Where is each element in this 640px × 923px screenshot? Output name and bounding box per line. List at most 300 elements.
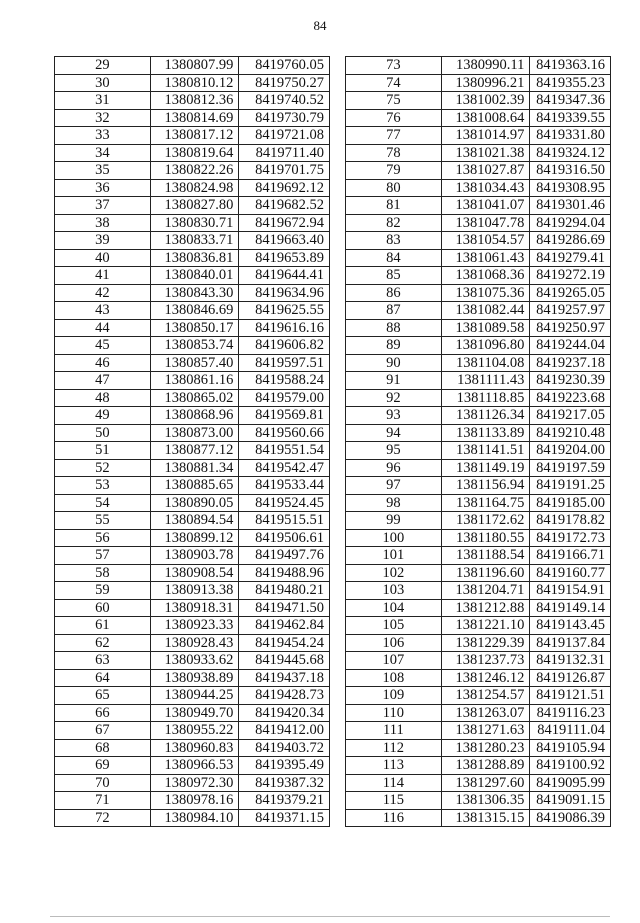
table-row xyxy=(346,284,611,302)
table-row xyxy=(346,144,611,162)
x-coordinate-cell: 1381212.88 xyxy=(441,599,530,617)
point-number-cell: 62 xyxy=(55,634,151,652)
point-number-cell: 116 xyxy=(346,809,442,827)
table-row xyxy=(55,249,330,267)
y-coordinate-cell: 8419210.48 xyxy=(530,424,611,442)
x-coordinate-cell: 1380877.12 xyxy=(150,442,239,460)
point-number-cell: 111 xyxy=(346,722,442,740)
x-coordinate-cell: 1380812.36 xyxy=(150,92,239,110)
y-coordinate-cell: 8419445.68 xyxy=(239,652,330,670)
table-row xyxy=(55,634,330,652)
table-row xyxy=(346,249,611,267)
table-row xyxy=(55,582,330,600)
y-coordinate-cell: 8419286.69 xyxy=(530,232,611,250)
y-coordinate-cell: 8419653.89 xyxy=(239,249,330,267)
y-coordinate-cell: 8419682.52 xyxy=(239,197,330,215)
x-coordinate-cell: 1381111.43 xyxy=(441,372,530,390)
table-row xyxy=(346,92,611,110)
point-number-cell: 33 xyxy=(55,127,151,145)
point-number-cell: 63 xyxy=(55,652,151,670)
table-row xyxy=(346,722,611,740)
x-coordinate-cell: 1380996.21 xyxy=(441,74,530,92)
table-row xyxy=(55,459,330,477)
x-coordinate-cell: 1381133.89 xyxy=(441,424,530,442)
point-number-cell: 81 xyxy=(346,197,442,215)
table-row xyxy=(55,232,330,250)
table-row xyxy=(346,774,611,792)
y-coordinate-cell: 8419324.12 xyxy=(530,144,611,162)
point-number-cell: 54 xyxy=(55,494,151,512)
table-row xyxy=(55,284,330,302)
table-row xyxy=(346,634,611,652)
y-coordinate-cell: 8419454.24 xyxy=(239,634,330,652)
point-number-cell: 35 xyxy=(55,162,151,180)
table-row xyxy=(346,617,611,635)
point-number-cell: 77 xyxy=(346,127,442,145)
table-row xyxy=(346,809,611,827)
x-coordinate-cell: 1381271.63 xyxy=(441,722,530,740)
x-coordinate-cell: 1381034.43 xyxy=(441,179,530,197)
point-number-cell: 48 xyxy=(55,389,151,407)
point-number-cell: 60 xyxy=(55,599,151,617)
y-coordinate-cell: 8419185.00 xyxy=(530,494,611,512)
point-number-cell: 76 xyxy=(346,109,442,127)
y-coordinate-cell: 8419204.00 xyxy=(530,442,611,460)
table-row xyxy=(55,57,330,75)
point-number-cell: 85 xyxy=(346,267,442,285)
table-row xyxy=(55,669,330,687)
y-coordinate-cell: 8419379.21 xyxy=(239,792,330,810)
y-coordinate-cell: 8419316.50 xyxy=(530,162,611,180)
table-row xyxy=(346,582,611,600)
y-coordinate-cell: 8419149.14 xyxy=(530,599,611,617)
table-row xyxy=(346,319,611,337)
x-coordinate-cell: 1381172.62 xyxy=(441,512,530,530)
y-coordinate-cell: 8419126.87 xyxy=(530,669,611,687)
x-coordinate-cell: 1381180.55 xyxy=(441,529,530,547)
y-coordinate-cell: 8419569.81 xyxy=(239,407,330,425)
point-number-cell: 83 xyxy=(346,232,442,250)
x-coordinate-cell: 1380865.02 xyxy=(150,389,239,407)
table-row xyxy=(346,547,611,565)
y-coordinate-cell: 8419217.05 xyxy=(530,407,611,425)
table-row xyxy=(55,512,330,530)
y-coordinate-cell: 8419250.97 xyxy=(530,319,611,337)
point-number-cell: 98 xyxy=(346,494,442,512)
y-coordinate-cell: 8419515.51 xyxy=(239,512,330,530)
x-coordinate-cell: 1381221.10 xyxy=(441,617,530,635)
table-row xyxy=(346,512,611,530)
point-number-cell: 32 xyxy=(55,109,151,127)
point-number-cell: 74 xyxy=(346,74,442,92)
table-row xyxy=(346,372,611,390)
point-number-cell: 86 xyxy=(346,284,442,302)
point-number-cell: 78 xyxy=(346,144,442,162)
x-coordinate-cell: 1381288.89 xyxy=(441,757,530,775)
point-number-cell: 93 xyxy=(346,407,442,425)
table-row xyxy=(55,354,330,372)
table-row xyxy=(346,232,611,250)
point-number-cell: 92 xyxy=(346,389,442,407)
point-number-cell: 34 xyxy=(55,144,151,162)
point-number-cell: 101 xyxy=(346,547,442,565)
y-coordinate-cell: 8419105.94 xyxy=(530,739,611,757)
x-coordinate-cell: 1380807.99 xyxy=(150,57,239,75)
table-row xyxy=(55,739,330,757)
point-number-cell: 44 xyxy=(55,319,151,337)
y-coordinate-cell: 8419355.23 xyxy=(530,74,611,92)
table-row xyxy=(346,74,611,92)
table-row xyxy=(346,354,611,372)
y-coordinate-cell: 8419143.45 xyxy=(530,617,611,635)
x-coordinate-cell: 1381196.60 xyxy=(441,564,530,582)
table-row xyxy=(55,547,330,565)
table-row xyxy=(55,757,330,775)
x-coordinate-cell: 1380899.12 xyxy=(150,529,239,547)
x-coordinate-cell: 1380984.10 xyxy=(150,809,239,827)
x-coordinate-cell: 1380944.25 xyxy=(150,687,239,705)
x-coordinate-cell: 1381263.07 xyxy=(441,704,530,722)
y-coordinate-cell: 8419191.25 xyxy=(530,477,611,495)
point-number-cell: 106 xyxy=(346,634,442,652)
point-number-cell: 89 xyxy=(346,337,442,355)
y-coordinate-cell: 8419237.18 xyxy=(530,354,611,372)
x-coordinate-cell: 1380833.71 xyxy=(150,232,239,250)
point-number-cell: 66 xyxy=(55,704,151,722)
y-coordinate-cell: 8419616.16 xyxy=(239,319,330,337)
x-coordinate-cell: 1381089.58 xyxy=(441,319,530,337)
point-number-cell: 71 xyxy=(55,792,151,810)
table-row xyxy=(346,669,611,687)
point-number-cell: 47 xyxy=(55,372,151,390)
y-coordinate-cell: 8419403.72 xyxy=(239,739,330,757)
point-number-cell: 105 xyxy=(346,617,442,635)
y-coordinate-cell: 8419294.04 xyxy=(530,214,611,232)
y-coordinate-cell: 8419331.80 xyxy=(530,127,611,145)
table-row xyxy=(346,267,611,285)
y-coordinate-cell: 8419178.82 xyxy=(530,512,611,530)
x-coordinate-cell: 1381306.35 xyxy=(441,792,530,810)
table-row xyxy=(55,494,330,512)
y-coordinate-cell: 8419625.55 xyxy=(239,302,330,320)
table-row xyxy=(346,459,611,477)
y-coordinate-cell: 8419166.71 xyxy=(530,547,611,565)
point-number-cell: 108 xyxy=(346,669,442,687)
point-number-cell: 56 xyxy=(55,529,151,547)
x-coordinate-cell: 1380960.83 xyxy=(150,739,239,757)
x-coordinate-cell: 1381280.23 xyxy=(441,739,530,757)
point-number-cell: 80 xyxy=(346,179,442,197)
y-coordinate-cell: 8419308.95 xyxy=(530,179,611,197)
x-coordinate-cell: 1380885.65 xyxy=(150,477,239,495)
x-coordinate-cell: 1380918.31 xyxy=(150,599,239,617)
x-coordinate-cell: 1381082.44 xyxy=(441,302,530,320)
coordinates-table-right-body xyxy=(346,57,611,827)
page-bottom-rule xyxy=(50,916,610,917)
table-row xyxy=(346,652,611,670)
x-coordinate-cell: 1381118.85 xyxy=(441,389,530,407)
table-row xyxy=(55,267,330,285)
point-number-cell: 69 xyxy=(55,757,151,775)
x-coordinate-cell: 1380881.34 xyxy=(150,459,239,477)
x-coordinate-cell: 1381126.34 xyxy=(441,407,530,425)
x-coordinate-cell: 1380938.89 xyxy=(150,669,239,687)
y-coordinate-cell: 8419371.15 xyxy=(239,809,330,827)
table-row xyxy=(55,372,330,390)
x-coordinate-cell: 1380928.43 xyxy=(150,634,239,652)
x-coordinate-cell: 1380836.81 xyxy=(150,249,239,267)
y-coordinate-cell: 8419437.18 xyxy=(239,669,330,687)
y-coordinate-cell: 8419644.41 xyxy=(239,267,330,285)
table-row xyxy=(346,739,611,757)
table-row xyxy=(55,792,330,810)
point-number-cell: 45 xyxy=(55,337,151,355)
x-coordinate-cell: 1380949.70 xyxy=(150,704,239,722)
point-number-cell: 73 xyxy=(346,57,442,75)
x-coordinate-cell: 1381254.57 xyxy=(441,687,530,705)
x-coordinate-cell: 1380840.01 xyxy=(150,267,239,285)
point-number-cell: 100 xyxy=(346,529,442,547)
point-number-cell: 59 xyxy=(55,582,151,600)
y-coordinate-cell: 8419091.15 xyxy=(530,792,611,810)
x-coordinate-cell: 1381054.57 xyxy=(441,232,530,250)
table-row xyxy=(346,792,611,810)
x-coordinate-cell: 1381104.08 xyxy=(441,354,530,372)
table-row xyxy=(346,407,611,425)
x-coordinate-cell: 1381141.51 xyxy=(441,442,530,460)
y-coordinate-cell: 8419692.12 xyxy=(239,179,330,197)
x-coordinate-cell: 1381156.94 xyxy=(441,477,530,495)
y-coordinate-cell: 8419257.97 xyxy=(530,302,611,320)
point-number-cell: 109 xyxy=(346,687,442,705)
x-coordinate-cell: 1381237.73 xyxy=(441,652,530,670)
point-number-cell: 43 xyxy=(55,302,151,320)
x-coordinate-cell: 1380819.64 xyxy=(150,144,239,162)
y-coordinate-cell: 8419497.76 xyxy=(239,547,330,565)
x-coordinate-cell: 1380923.33 xyxy=(150,617,239,635)
x-coordinate-cell: 1380817.12 xyxy=(150,127,239,145)
x-coordinate-cell: 1381027.87 xyxy=(441,162,530,180)
point-number-cell: 31 xyxy=(55,92,151,110)
table-row xyxy=(346,442,611,460)
point-number-cell: 114 xyxy=(346,774,442,792)
x-coordinate-cell: 1380908.54 xyxy=(150,564,239,582)
y-coordinate-cell: 8419663.40 xyxy=(239,232,330,250)
point-number-cell: 107 xyxy=(346,652,442,670)
x-coordinate-cell: 1381229.39 xyxy=(441,634,530,652)
point-number-cell: 61 xyxy=(55,617,151,635)
x-coordinate-cell: 1381002.39 xyxy=(441,92,530,110)
x-coordinate-cell: 1380822.26 xyxy=(150,162,239,180)
y-coordinate-cell: 8419095.99 xyxy=(530,774,611,792)
y-coordinate-cell: 8419428.73 xyxy=(239,687,330,705)
y-coordinate-cell: 8419420.34 xyxy=(239,704,330,722)
y-coordinate-cell: 8419347.36 xyxy=(530,92,611,110)
x-coordinate-cell: 1380824.98 xyxy=(150,179,239,197)
y-coordinate-cell: 8419412.00 xyxy=(239,722,330,740)
y-coordinate-cell: 8419597.51 xyxy=(239,354,330,372)
y-coordinate-cell: 8419730.79 xyxy=(239,109,330,127)
table-row xyxy=(55,162,330,180)
y-coordinate-cell: 8419339.55 xyxy=(530,109,611,127)
point-number-cell: 37 xyxy=(55,197,151,215)
point-number-cell: 39 xyxy=(55,232,151,250)
y-coordinate-cell: 8419363.16 xyxy=(530,57,611,75)
table-row xyxy=(346,127,611,145)
table-row xyxy=(55,197,330,215)
point-number-cell: 51 xyxy=(55,442,151,460)
page-number: 84 xyxy=(313,18,327,33)
table-row xyxy=(55,442,330,460)
y-coordinate-cell: 8419560.66 xyxy=(239,424,330,442)
y-coordinate-cell: 8419488.96 xyxy=(239,564,330,582)
x-coordinate-cell: 1380966.53 xyxy=(150,757,239,775)
y-coordinate-cell: 8419279.41 xyxy=(530,249,611,267)
x-coordinate-cell: 1380894.54 xyxy=(150,512,239,530)
x-coordinate-cell: 1381315.15 xyxy=(441,809,530,827)
table-row xyxy=(55,617,330,635)
x-coordinate-cell: 1381061.43 xyxy=(441,249,530,267)
table-row xyxy=(55,687,330,705)
point-number-cell: 113 xyxy=(346,757,442,775)
x-coordinate-cell: 1380933.62 xyxy=(150,652,239,670)
y-coordinate-cell: 8419172.73 xyxy=(530,529,611,547)
point-number-cell: 67 xyxy=(55,722,151,740)
y-coordinate-cell: 8419471.50 xyxy=(239,599,330,617)
point-number-cell: 42 xyxy=(55,284,151,302)
table-row xyxy=(55,809,330,827)
table-row xyxy=(55,109,330,127)
point-number-cell: 79 xyxy=(346,162,442,180)
coordinates-table-left-body xyxy=(55,57,330,827)
table-row xyxy=(55,214,330,232)
x-coordinate-cell: 1381008.64 xyxy=(441,109,530,127)
table-row xyxy=(55,704,330,722)
y-coordinate-cell: 8419760.05 xyxy=(239,57,330,75)
table-row xyxy=(346,599,611,617)
y-coordinate-cell: 8419462.84 xyxy=(239,617,330,635)
x-coordinate-cell: 1380972.30 xyxy=(150,774,239,792)
x-coordinate-cell: 1380978.16 xyxy=(150,792,239,810)
table-row xyxy=(55,92,330,110)
point-number-cell: 84 xyxy=(346,249,442,267)
point-number-cell: 99 xyxy=(346,512,442,530)
point-number-cell: 103 xyxy=(346,582,442,600)
x-coordinate-cell: 1380873.00 xyxy=(150,424,239,442)
table-row xyxy=(346,337,611,355)
x-coordinate-cell: 1380843.30 xyxy=(150,284,239,302)
point-number-cell: 49 xyxy=(55,407,151,425)
x-coordinate-cell: 1380861.16 xyxy=(150,372,239,390)
y-coordinate-cell: 8419100.92 xyxy=(530,757,611,775)
point-number-cell: 87 xyxy=(346,302,442,320)
table-row xyxy=(346,564,611,582)
point-number-cell: 90 xyxy=(346,354,442,372)
table-row xyxy=(55,599,330,617)
point-number-cell: 91 xyxy=(346,372,442,390)
y-coordinate-cell: 8419588.24 xyxy=(239,372,330,390)
table-row xyxy=(346,477,611,495)
y-coordinate-cell: 8419154.91 xyxy=(530,582,611,600)
y-coordinate-cell: 8419230.39 xyxy=(530,372,611,390)
point-number-cell: 41 xyxy=(55,267,151,285)
table-row xyxy=(55,389,330,407)
table-row xyxy=(346,302,611,320)
x-coordinate-cell: 1381047.78 xyxy=(441,214,530,232)
x-coordinate-cell: 1381188.54 xyxy=(441,547,530,565)
point-number-cell: 65 xyxy=(55,687,151,705)
table-row xyxy=(346,529,611,547)
table-row xyxy=(55,74,330,92)
y-coordinate-cell: 8419701.75 xyxy=(239,162,330,180)
y-coordinate-cell: 8419579.00 xyxy=(239,389,330,407)
point-number-cell: 50 xyxy=(55,424,151,442)
point-number-cell: 68 xyxy=(55,739,151,757)
y-coordinate-cell: 8419542.47 xyxy=(239,459,330,477)
y-coordinate-cell: 8419634.96 xyxy=(239,284,330,302)
y-coordinate-cell: 8419116.23 xyxy=(530,704,611,722)
x-coordinate-cell: 1381014.97 xyxy=(441,127,530,145)
y-coordinate-cell: 8419272.19 xyxy=(530,267,611,285)
y-coordinate-cell: 8419086.39 xyxy=(530,809,611,827)
point-number-cell: 104 xyxy=(346,599,442,617)
y-coordinate-cell: 8419672.94 xyxy=(239,214,330,232)
x-coordinate-cell: 1381021.38 xyxy=(441,144,530,162)
table-row xyxy=(346,389,611,407)
point-number-cell: 94 xyxy=(346,424,442,442)
point-number-cell: 72 xyxy=(55,809,151,827)
y-coordinate-cell: 8419387.32 xyxy=(239,774,330,792)
coordinates-table-right xyxy=(345,56,611,827)
point-number-cell: 38 xyxy=(55,214,151,232)
y-coordinate-cell: 8419533.44 xyxy=(239,477,330,495)
table-row xyxy=(55,722,330,740)
y-coordinate-cell: 8419137.84 xyxy=(530,634,611,652)
point-number-cell: 112 xyxy=(346,739,442,757)
table-row xyxy=(346,494,611,512)
point-number-cell: 97 xyxy=(346,477,442,495)
table-row xyxy=(346,757,611,775)
x-coordinate-cell: 1380853.74 xyxy=(150,337,239,355)
x-coordinate-cell: 1380810.12 xyxy=(150,74,239,92)
point-number-cell: 29 xyxy=(55,57,151,75)
table-row xyxy=(346,424,611,442)
y-coordinate-cell: 8419506.61 xyxy=(239,529,330,547)
point-number-cell: 75 xyxy=(346,92,442,110)
y-coordinate-cell: 8419395.49 xyxy=(239,757,330,775)
point-number-cell: 102 xyxy=(346,564,442,582)
y-coordinate-cell: 8419524.45 xyxy=(239,494,330,512)
table-row xyxy=(55,302,330,320)
x-coordinate-cell: 1381041.07 xyxy=(441,197,530,215)
point-number-cell: 96 xyxy=(346,459,442,477)
point-number-cell: 36 xyxy=(55,179,151,197)
y-coordinate-cell: 8419711.40 xyxy=(239,144,330,162)
y-coordinate-cell: 8419301.46 xyxy=(530,197,611,215)
x-coordinate-cell: 1381068.36 xyxy=(441,267,530,285)
x-coordinate-cell: 1381075.36 xyxy=(441,284,530,302)
point-number-cell: 95 xyxy=(346,442,442,460)
table-row xyxy=(55,529,330,547)
x-coordinate-cell: 1381204.71 xyxy=(441,582,530,600)
coordinates-table-left xyxy=(54,56,330,827)
table-row xyxy=(55,144,330,162)
y-coordinate-cell: 8419721.08 xyxy=(239,127,330,145)
x-coordinate-cell: 1381149.19 xyxy=(441,459,530,477)
x-coordinate-cell: 1381164.75 xyxy=(441,494,530,512)
point-number-cell: 64 xyxy=(55,669,151,687)
table-row xyxy=(55,477,330,495)
